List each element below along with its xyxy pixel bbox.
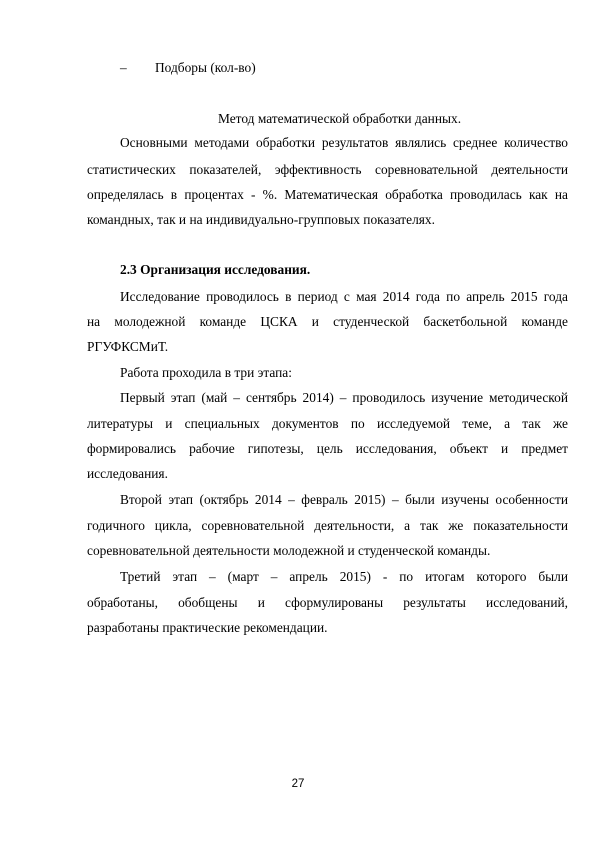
method-paragraph-line: статистических показателей, эффективность соревновательной деятельности	[87, 162, 568, 177]
stage1-line: Первый этап (май – сентябрь 2014) – проводилось изучение методической	[120, 390, 568, 405]
bullet-item-text: Подборы (кол-во)	[155, 60, 256, 75]
page-number: 27	[291, 778, 305, 790]
stage2-line: годичного цикла, соревновательной деятельности, а так же показательности	[87, 518, 568, 533]
stage2-line: соревновательной деятельности молодежной и студенческой команды.	[87, 543, 491, 558]
section-heading: 2.3 Организация исследования.	[120, 262, 311, 277]
method-title: Метод математической обработки данных.	[218, 111, 462, 126]
stage1-line: формировались рабочие гипотезы, цель исследования, объект и предмет	[87, 441, 568, 456]
stage3-line: разработаны практические рекомендации.	[87, 620, 328, 635]
stage2-line: Второй этап (октябрь 2014 – февраль 2015) – были изучены особенности	[120, 492, 568, 507]
bullet-dash: –	[120, 60, 127, 75]
method-paragraph-line: Основными методами обработки результатов являлись среднее количество	[120, 135, 568, 150]
method-paragraph-line: командных, так и на индивидуально-групповых показателях.	[87, 212, 435, 227]
stage1-line: исследования.	[87, 466, 168, 481]
stage3-line: обработаны, обобщены и сформулированы результаты исследований,	[87, 595, 568, 610]
stage1-line: литературы и специальных документов по исследуемой теме, а так же	[87, 416, 568, 431]
stage3-line: Третий этап – (март – апрель 2015) - по итогам которого были	[120, 569, 568, 584]
intro-paragraph-line: Исследование проводилось в период с мая 2014 года по апрель 2015 года	[120, 289, 568, 304]
method-paragraph-line: определялась в процентах - %. Математическая обработка проводилась как на	[87, 187, 568, 202]
stages-intro: Работа проходила в три этапа:	[120, 365, 292, 380]
intro-paragraph-line: на молодежной команде ЦСКА и студенческой баскетбольной команде	[87, 314, 568, 329]
intro-paragraph-line: РГУФКСМиТ.	[87, 339, 169, 354]
